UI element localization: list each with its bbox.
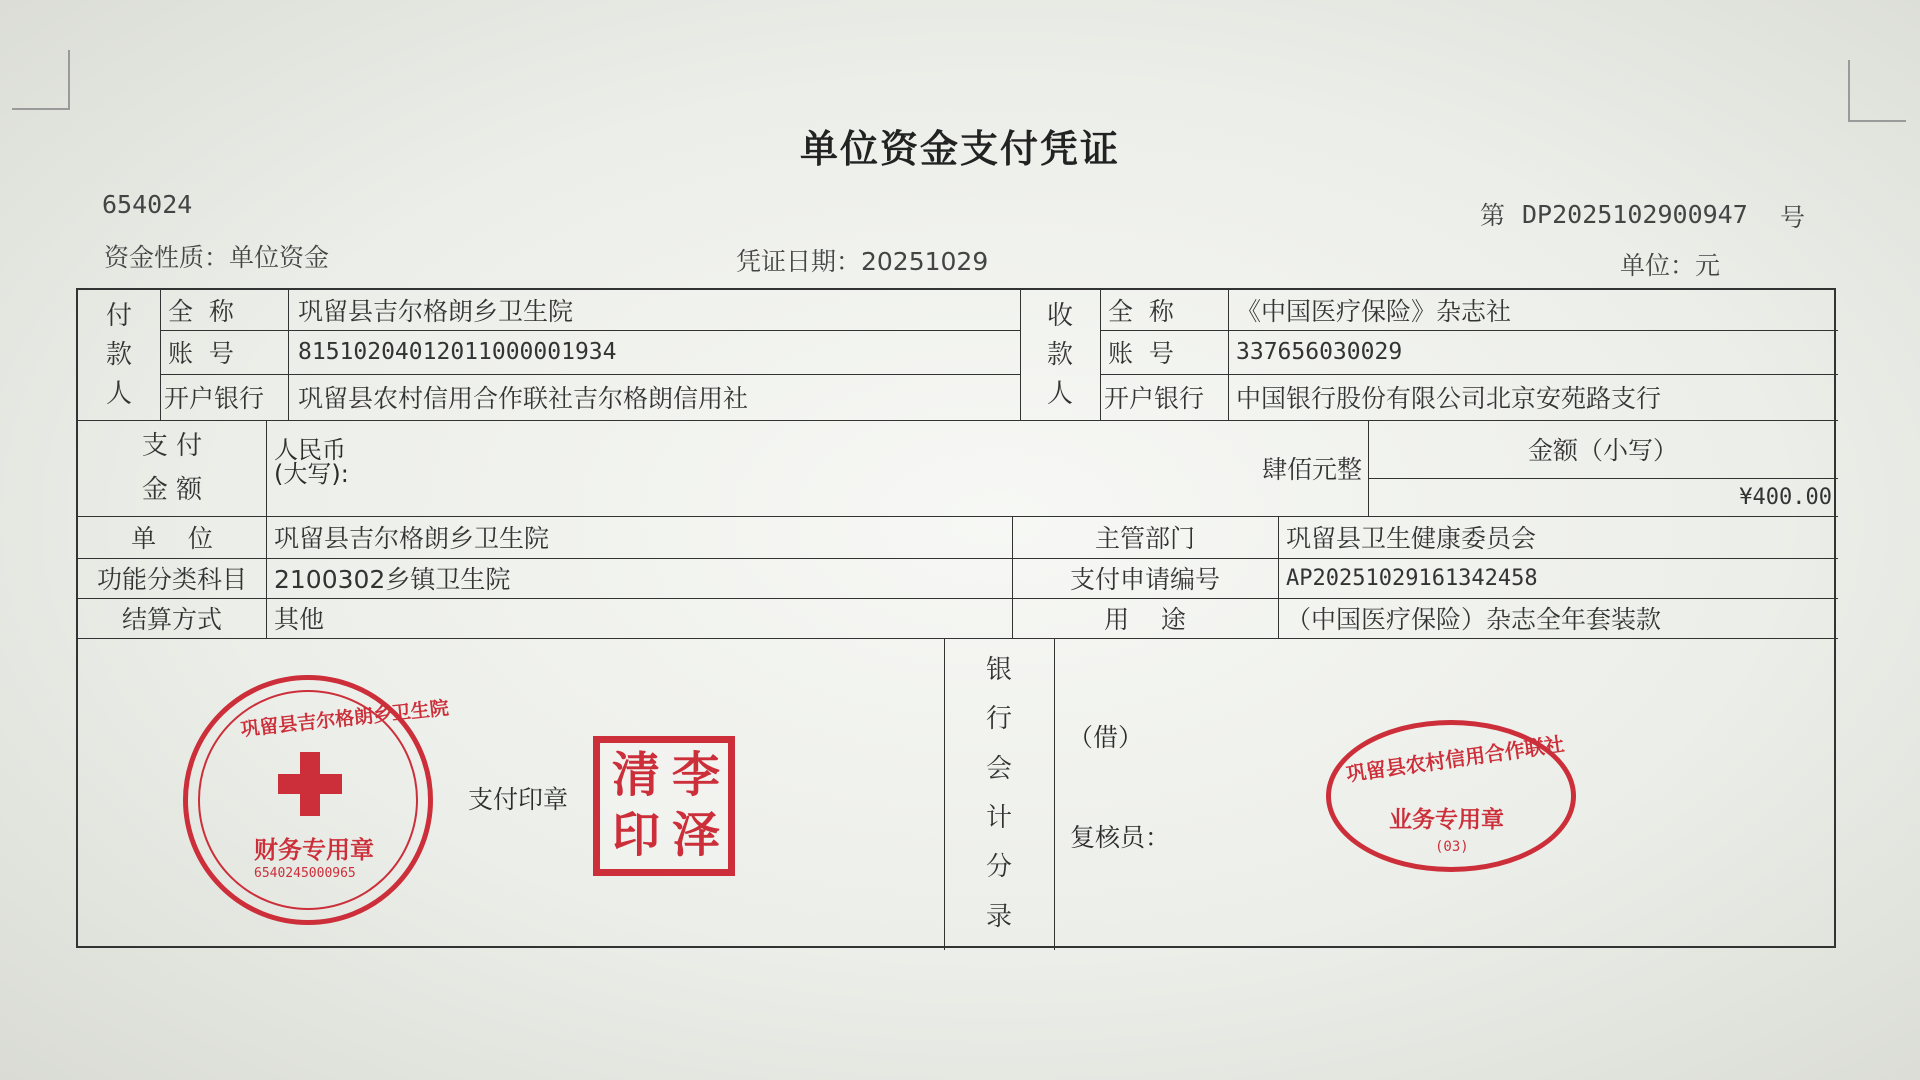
payer-account: 81510204012011000001934 bbox=[298, 339, 617, 365]
payer-bank: 巩留县农村信用合作联社吉尔格朗信用社 bbox=[298, 384, 749, 413]
amount-small: ¥400.00 bbox=[1739, 484, 1832, 510]
voucher-date: 凭证日期：20251029 bbox=[736, 247, 989, 276]
bank-seal-title: 业务专用章 bbox=[1389, 807, 1504, 833]
amount-currency: 人民币 bbox=[274, 436, 346, 464]
amount-capital-hint: (大写): bbox=[274, 460, 349, 488]
apply-value: AP2025102916134245​8 bbox=[1286, 565, 1538, 591]
finance-seal-title: 财务专用章 bbox=[254, 836, 374, 864]
dept-value: 巩留县卫生健康委员会 bbox=[1286, 524, 1537, 553]
payer-bank-label: 开户银行 bbox=[164, 384, 265, 413]
payer-section-label: 付 款 人 bbox=[105, 300, 132, 409]
apply-label: 支付申请编号 bbox=[1069, 565, 1220, 594]
voucher-number-prefix: 第 bbox=[1480, 201, 1506, 230]
finance-seal-number: 6540245000965 bbox=[254, 866, 356, 881]
payee-name: 《中国医疗保险》杂志社 bbox=[1236, 297, 1512, 326]
payee-account: 337656030029 bbox=[1236, 339, 1403, 365]
reviewer-label: 复核员： bbox=[1070, 823, 1171, 852]
settle-label: 结算方式 bbox=[121, 605, 222, 634]
use-label: 用 途 bbox=[1104, 605, 1186, 634]
payee-name-label: 全 称 bbox=[1108, 297, 1174, 326]
payee-bank-label: 开户银行 bbox=[1104, 384, 1205, 413]
settle-value: 其他 bbox=[274, 605, 325, 634]
payer-name: 巩留县吉尔格朗乡卫生院 bbox=[298, 297, 574, 326]
dept-label: 主管部门 bbox=[1094, 524, 1195, 553]
bank-entry-label: 银 行 会 计 分 录 bbox=[985, 654, 1012, 932]
payee-bank: 中国银行股份有限公司北京安苑路支行 bbox=[1236, 384, 1662, 413]
debit-label: （借） bbox=[1068, 723, 1144, 752]
payee-section-label: 收 款 人 bbox=[1046, 300, 1073, 409]
voucher-form bbox=[76, 288, 1836, 948]
bank-seal-number: (03) bbox=[1435, 839, 1469, 855]
finance-seal-org: 巩留县吉尔格朗乡卫生院 bbox=[239, 697, 450, 741]
personal-name-seal: 清 李 印 泽 bbox=[593, 736, 735, 876]
document-title: 单位资金支付凭证 bbox=[799, 126, 1120, 171]
amount-small-label: 金额（小写） bbox=[1527, 436, 1678, 465]
func-label: 功能分类科目 bbox=[96, 565, 247, 594]
unit-value: 巩留县吉尔格朗乡卫生院 bbox=[274, 524, 550, 553]
bank-seal-org: 巩留县农村信用合作联社 bbox=[1344, 731, 1566, 787]
crop-mark-top-left bbox=[12, 50, 70, 110]
crop-mark-top-right bbox=[1848, 60, 1906, 122]
payer-name-label: 全 称 bbox=[168, 297, 234, 326]
fund-nature: 资金性质：单位资金 bbox=[104, 243, 330, 272]
func-value: 2100302乡镇卫生院 bbox=[274, 565, 511, 594]
voucher-number: DP2025102900947 bbox=[1522, 200, 1748, 229]
payee-account-label: 账 号 bbox=[1108, 339, 1174, 368]
payer-account-label: 账 号 bbox=[168, 339, 234, 368]
use-value: （中国医疗保险）杂志全年套装款 bbox=[1286, 605, 1662, 634]
voucher-number-suffix: 号 bbox=[1780, 203, 1806, 232]
amount-capital: 肆佰元整 bbox=[1261, 455, 1362, 484]
region-code: 654024 bbox=[102, 190, 193, 219]
red-cross-icon bbox=[278, 752, 342, 816]
unit-label: 单 位 bbox=[131, 524, 213, 553]
pay-seal-label: 支付印章 bbox=[468, 785, 569, 814]
finance-seal bbox=[183, 675, 450, 925]
currency-unit: 单位：元 bbox=[1620, 251, 1721, 280]
amount-label: 支 付 金 额 bbox=[141, 430, 203, 505]
bank-business-seal bbox=[1326, 720, 1576, 872]
